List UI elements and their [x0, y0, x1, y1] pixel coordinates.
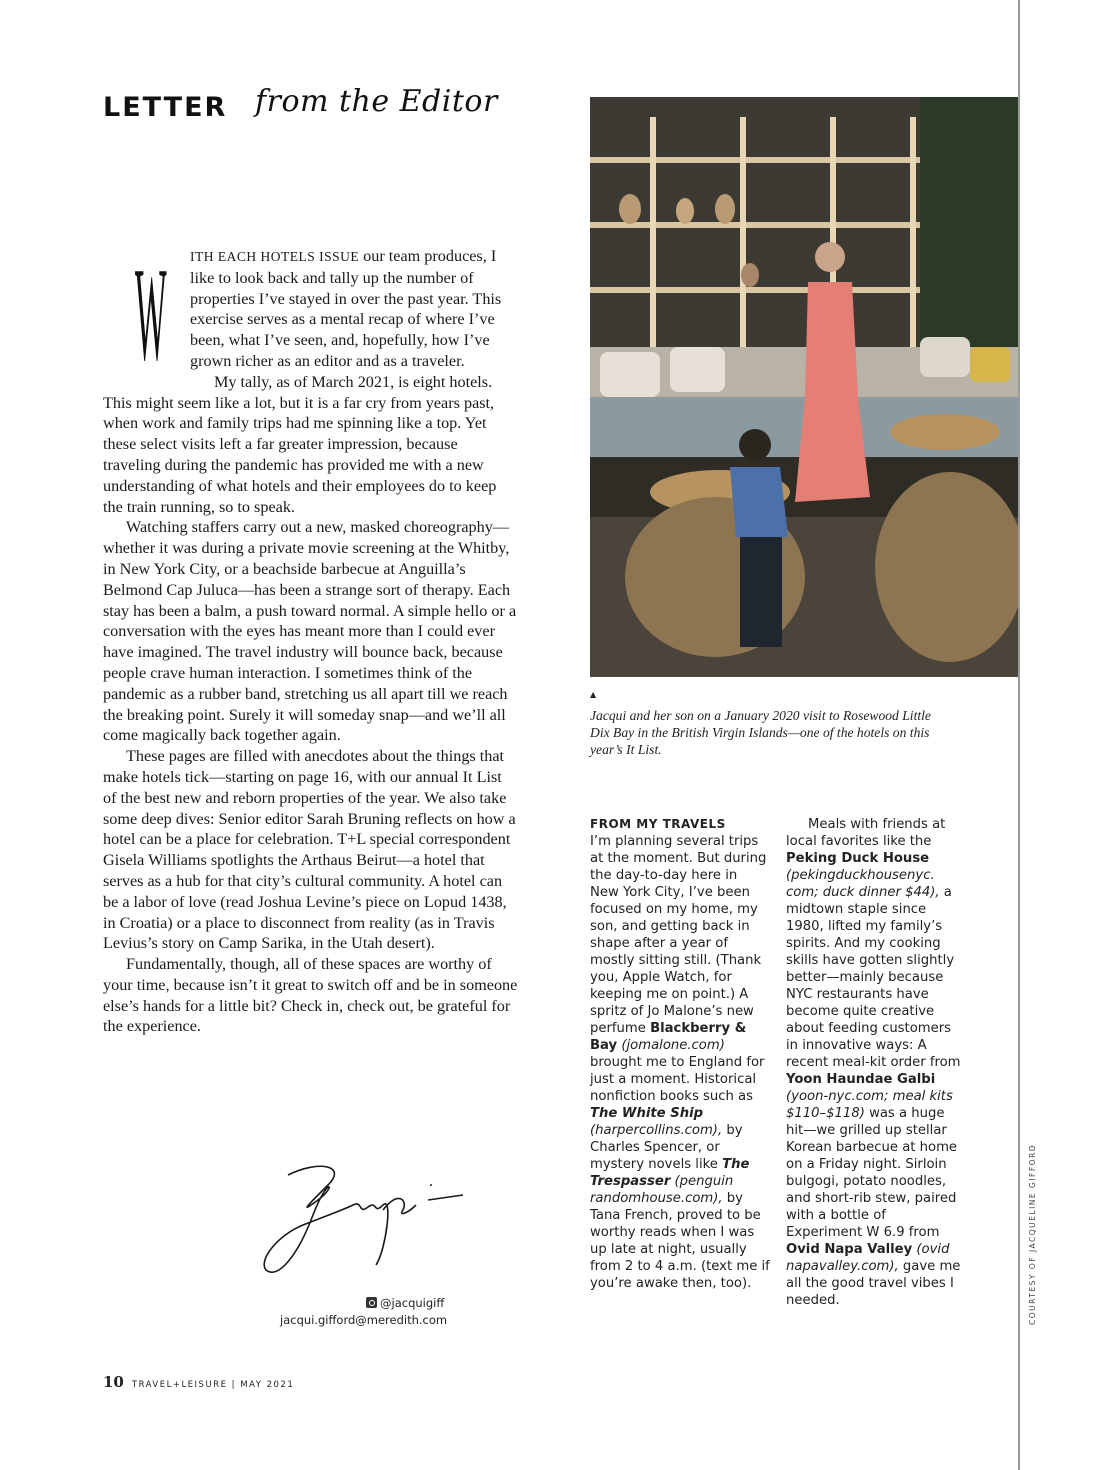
photo-credit: COURTESY OF JACQUELINE GIFFORD — [1028, 1143, 1037, 1325]
travels-heading: FROM MY TRAVELS — [590, 817, 726, 831]
header-script: from the Editor — [255, 84, 498, 119]
travels-column-1 — [590, 816, 770, 1292]
travels-b1: Meals with friends at local favorites like the — [786, 817, 946, 849]
travels-b2: a midtown staple since 1980, lifted my family’s spirits. And my cooking skills have gotten slightly better—mainly because NYC restaurants have become quite creative about feeding customers in innovative ways: A recent meal-kit order from — [786, 885, 961, 1070]
travels-text-1 — [590, 816, 770, 1292]
travels-b4: gave me all the good travel vibes I needed. — [786, 1259, 961, 1308]
page-number: 10 — [103, 1373, 124, 1391]
page-edge — [1018, 0, 1020, 1470]
instagram-icon — [366, 1297, 377, 1308]
book-white-ship: The White Ship — [590, 1106, 704, 1121]
winery-ovid: Ovid Napa Valley — [786, 1242, 913, 1257]
paragraph-3: Watching staffers carry out a new, masked choreography—whether it was during a private movie screening at the Whitby, in New York City, or a beachside barbecue at Anguilla’s Belmond Cap Juluca—has been a strange sort of therapy. Each stay has been a balm, a push toward normal. A simple hello or a conversation with the eyes has meant more than I could ever have imagined. The travel industry will bounce back, because people crave human interaction. I sometimes think of the pandemic as a rubber band, stretching us all apart till we reach the breaking point. Surely it will someday snap—and we’ll all come magically back together again. — [103, 518, 517, 745]
link-harpercollins: (harpercollins.com), — [590, 1123, 723, 1138]
paragraph-5: Fundamentally, though, all of these spaces are worthy of your time, because isn’t it great to switch off and be in someone else’s hands for a little bit? Check in, check out, be grateful for the experience. — [103, 955, 518, 1036]
publication-line: TRAVEL+LEISURE | MAY 2021 — [131, 1380, 295, 1390]
hotel-photo — [590, 97, 1018, 677]
editor-email[interactable]: jacqui.gifford@meredith.com — [280, 1313, 448, 1327]
link-penguin: (penguin randomhouse.com), — [590, 1174, 734, 1206]
travels-b3: was a huge hit—we grilled up stellar Korean barbecue at home on a Friday night. Sirloin bulgogi, potato noodles, and short-rib stew, paired with a bottle of Experiment W 6.9 from — [786, 1106, 958, 1240]
paragraph-4: These pages are filled with anecdotes about the things that make hotels tick—starting on page 16, with our annual It List of the best new and reborn properties of the year. We also take some deep dives: Senior editor Sarah Bruning reflects on how a hotel can be a place for celebration. T+L special correspondent Gisela Williams spotlights the Arthaus Beirut—a hotel that serves as a hub for that city’s cultural community. A hotel can be a labor of love (read Joshua Levine’s piece on Lopud 1438, in Croatia) or a place to disconnect from reality (as in Travis Levius’s story on Camp Sarika, in the Utah desert). — [103, 747, 516, 953]
book-trespasser: The Trespasser — [590, 1157, 750, 1189]
page-footer — [103, 1372, 294, 1391]
link-pekingduck: (pekingduckhousenyc. com; duck dinner $44), — [786, 868, 940, 900]
editor-signature — [258, 1155, 472, 1285]
instagram-text: @jacquigiff — [380, 1296, 445, 1310]
article-body — [103, 240, 519, 1037]
hotel-photo-illustration — [590, 97, 1018, 677]
product-blackberry-bay: Blackberry & Bay — [590, 1021, 747, 1053]
travels-text-2 — [786, 816, 964, 1309]
link-jomalone: (jomalone.com) — [617, 1038, 725, 1053]
lead-caps: ITH EACH HOTELS ISSUE — [190, 249, 360, 264]
travels-a4: by Tana French, proved to be worthy reads when I was up late at night, usually from 2 to 4 a.m. (text me if you’re awake then, too). — [590, 1191, 770, 1291]
restaurant-yoon: Yoon Haundae Galbi — [786, 1072, 936, 1087]
restaurant-peking-duck: Peking Duck House — [786, 851, 930, 866]
instagram-handle[interactable] — [366, 1296, 444, 1310]
paragraph-2: My tally, as of March 2021, is eight hotels. This might seem like a lot, but it is a far cry from years past, when work and family trips had me spinning like a top. Yet these select visits left a far greater impression, because traveling during the pandemic has provided me with a new understanding of what hotels and their employees do to keep the train running, so to speak. — [103, 372, 497, 516]
photo-caption: Jacqui and her son on a January 2020 visit to Rosewood Little Dix Bay in the British Virgin Islands—one of the hotels on this year’s It List. — [590, 708, 931, 757]
lead-rest: our team produces, I like to look back and tally up the number of properties I’ve stayed in over the past year. This exercise serves as a mental recap of where I’ve been, what I’ve seen, and, hopefully, how I’ve grown richer as an editor and as a traveler. — [190, 247, 502, 370]
travels-column-2 — [786, 816, 964, 1309]
link-ovid: (ovid napavalley.com), — [786, 1242, 950, 1274]
caption-marker: ▲ — [590, 690, 597, 699]
travels-a2: brought me to England for just a moment. Historical nonfiction books such as — [590, 1055, 765, 1104]
drop-cap: W — [135, 240, 167, 388]
paragraph-1 — [190, 246, 519, 372]
travels-a3: by Charles Spencer, or mystery novels like — [590, 1123, 743, 1172]
link-yoon: (yoon-nyc.com; meal kits $110–$118) — [786, 1089, 953, 1121]
header-letter: LETTER — [103, 92, 228, 123]
travels-a1: I’m planning several trips at the moment. But during the day-to-day here in New York City, I’ve been focused on my home, my son, and getting back in shape after a year of mostly sitting still. (Thank you, Apple Watch, for keeping me on point.) A spritz of Jo Malone’s new perfume — [590, 834, 767, 1036]
